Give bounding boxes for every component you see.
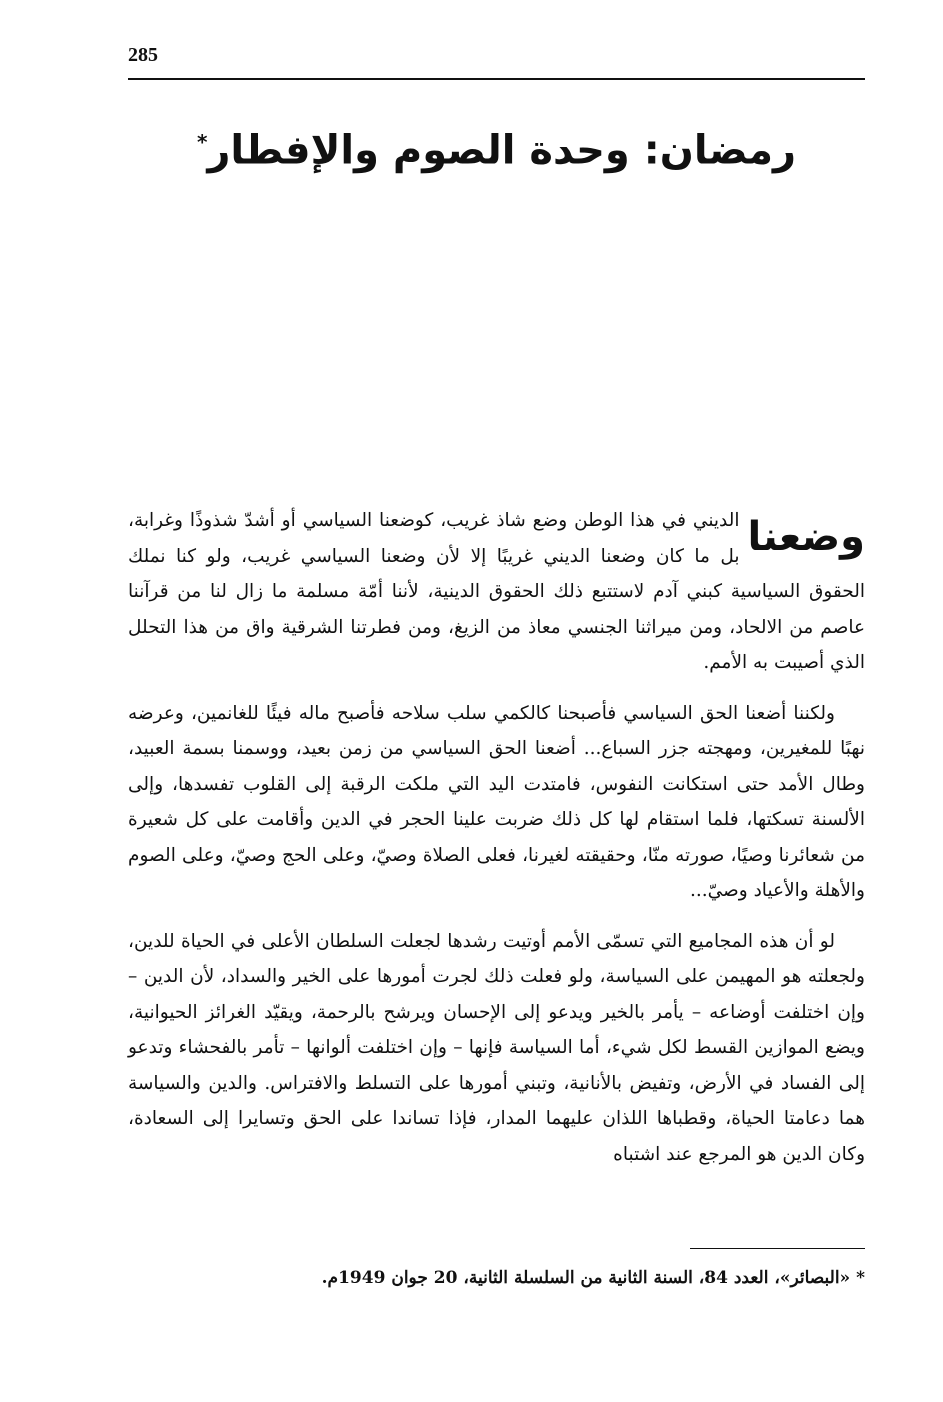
page-number: 285 xyxy=(128,44,158,66)
title-footnote-marker: * xyxy=(196,130,208,154)
paragraph-3: لو أن هذه المجاميع التي تسمّى الأمم أوتيت رشدها لجعلت السلطان الأعلى في الحياة للدين، ولجعلته هو المهيمن على السياسة، ولو فعلت ذلك لجرت أمورها على الخير والسداد، لأن الدين – وإن اختلفت أوضاعه – يأمر بالخير ويدعو إلى الإحسان ويرشح بالرحمة، ويقيّد الغرائز الحيوانية، ويضع الموازين القسط لكل شيء، أما السياسة فإنها – وإن اختلفت ألوانها – تأمر بالفحشاء وتدعو إلى الفساد في الأرض، وتفيض بالأنانية، وتبني أمورها على التسلط والافتراس. والدين والسياسة هما دعامتا الحياة، وقطباها اللذان عليهما المدار، فإذا تساندا على الحق وتسايرا إلى السعادة، وكان الدين هو المرجع عند اشتباه xyxy=(128,930,865,1165)
paragraph-1-text: الديني في هذا الوطن وضع شاذ غريب، كوضعنا السياسي أو أشدّ شذوذًا وغرابة، بل ما كان وضعنا الديني غريبًا إلا لأن وضعنا السياسي غريب، ولو كنا نملك الحقوق السياسية كبني آدم لاستتبع ذلك الحقوق الدينية، لأننا أمّة مسلمة ما زال لنا من قرآننا عاصم من الالحاد، ومن ميراثنا الجنسي معاذ من الزيغ، ومن فطرتنا الشرقية واق من هذا التحلل الذي أصيبت به الأمم. xyxy=(128,510,865,673)
footnote-text: «البصائر»، العدد 84، السنة الثانية من السلسلة الثانية، 20 جوان 1949م. xyxy=(321,1268,851,1288)
paragraph-2: ولكننا أضعنا الحق السياسي فأصبحنا كالكمي سلب سلاحه فأصبح ماله فيئًا للغانمين، وعرضه نهبًا للمغيرين، ومهجته جزر السباع... أضعنا الحق السياسي من زمن بعيد، ووسمنا بسمة العبيد، وطال الأمد حتى استكانت النفوس، فامتدت اليد التي ملكت الرقبة إلى القلوب تفسدها، وإلى الألسنة تسكتها، فلما استقام لها كل ذلك ضربت علينا الحجر في الدين وأقامت على كل شعيرة من شعائرنا وصيًا، صورته منّا، وحقيقته لغيرنا، فعلى الصلاة وصيّ، وعلى الحج وصيّ، وعلى الصوم والأهلة والأعياد وصيّ... xyxy=(128,702,865,901)
footnote-marker: * xyxy=(856,1268,865,1288)
article-body xyxy=(128,503,865,1187)
footnote xyxy=(128,1264,865,1292)
page-title xyxy=(128,112,865,180)
dropcap-word: وضعنا xyxy=(747,514,865,560)
paragraph-1 xyxy=(128,503,865,681)
header-rule xyxy=(128,78,865,80)
footnote-rule xyxy=(690,1248,865,1249)
title-text: رمضان: وحدة الصوم والإفطار xyxy=(207,127,797,174)
